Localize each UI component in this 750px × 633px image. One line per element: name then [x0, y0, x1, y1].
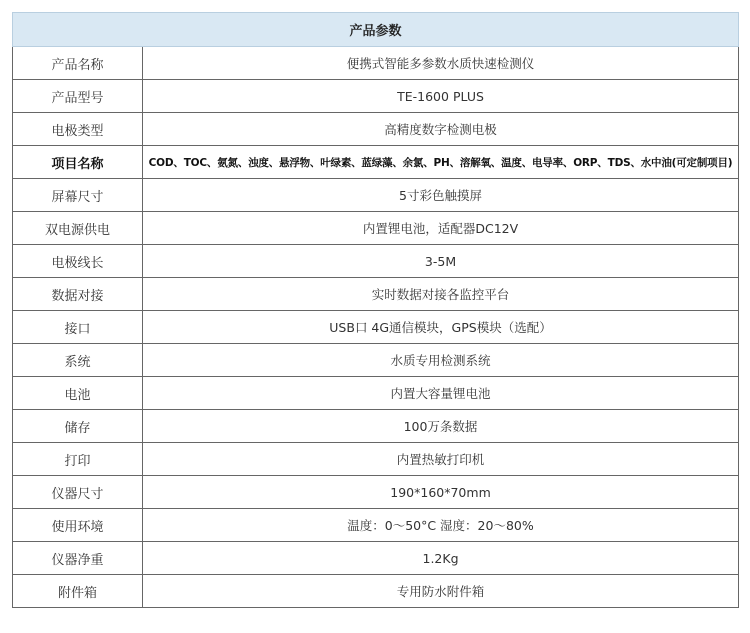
- table-row: [13, 443, 739, 476]
- param-value: 实时数据对接各监控平台: [143, 278, 739, 311]
- table-row: [13, 113, 739, 146]
- table-title: 产品参数: [13, 13, 739, 47]
- param-value: 专用防水附件箱: [143, 575, 739, 608]
- param-label: 打印: [13, 443, 143, 476]
- param-label: 电极类型: [13, 113, 143, 146]
- param-value: 温度：0～50°C 湿度：20～80%: [143, 509, 739, 542]
- table-row: [13, 179, 739, 212]
- table-row: [13, 410, 739, 443]
- param-value: 5寸彩色触摸屏: [143, 179, 739, 212]
- param-value: TE-1600 PLUS: [143, 80, 739, 113]
- param-label: 双电源供电: [13, 212, 143, 245]
- param-label: 附件箱: [13, 575, 143, 608]
- product-parameters-section: [12, 12, 738, 608]
- table-row: [13, 542, 739, 575]
- table-row: [13, 377, 739, 410]
- param-label: 接口: [13, 311, 143, 344]
- param-label: 电池: [13, 377, 143, 410]
- table-row: [13, 311, 739, 344]
- param-value: COD、TOC、氨氮、浊度、悬浮物、叶绿素、蓝绿藻、余氯、PH、溶解氧、温度、电导率、ORP、TDS、水中油(可定制项目): [143, 146, 739, 179]
- param-label: 产品型号: [13, 80, 143, 113]
- param-label: 数据对接: [13, 278, 143, 311]
- param-value: 内置热敏打印机: [143, 443, 739, 476]
- param-value: 水质专用检测系统: [143, 344, 739, 377]
- param-value: 3-5M: [143, 245, 739, 278]
- table-row: [13, 146, 739, 179]
- param-value: 便携式智能多参数水质快速检测仪: [143, 47, 739, 80]
- table-row: [13, 278, 739, 311]
- param-label: 使用环境: [13, 509, 143, 542]
- table-body: [13, 47, 739, 608]
- param-value: 高精度数字检测电极: [143, 113, 739, 146]
- param-label: 仪器尺寸: [13, 476, 143, 509]
- param-value: 内置锂电池，适配器DC12V: [143, 212, 739, 245]
- table-row: [13, 476, 739, 509]
- table-row: [13, 212, 739, 245]
- table-row: [13, 245, 739, 278]
- table-row: [13, 80, 739, 113]
- param-label: 屏幕尺寸: [13, 179, 143, 212]
- param-value: 1.2Kg: [143, 542, 739, 575]
- param-value: 100万条数据: [143, 410, 739, 443]
- product-parameters-table: [12, 12, 739, 608]
- param-label: 项目名称: [13, 146, 143, 179]
- param-value: 190*160*70mm: [143, 476, 739, 509]
- param-value: 内置大容量锂电池: [143, 377, 739, 410]
- table-row: [13, 575, 739, 608]
- param-label: 产品名称: [13, 47, 143, 80]
- param-label: 电极线长: [13, 245, 143, 278]
- table-header-row: [13, 13, 739, 47]
- table-row: [13, 47, 739, 80]
- table-row: [13, 509, 739, 542]
- param-label: 仪器净重: [13, 542, 143, 575]
- table-row: [13, 344, 739, 377]
- param-label: 系统: [13, 344, 143, 377]
- param-value: USB口 4G通信模块，GPS模块（选配）: [143, 311, 739, 344]
- param-label: 储存: [13, 410, 143, 443]
